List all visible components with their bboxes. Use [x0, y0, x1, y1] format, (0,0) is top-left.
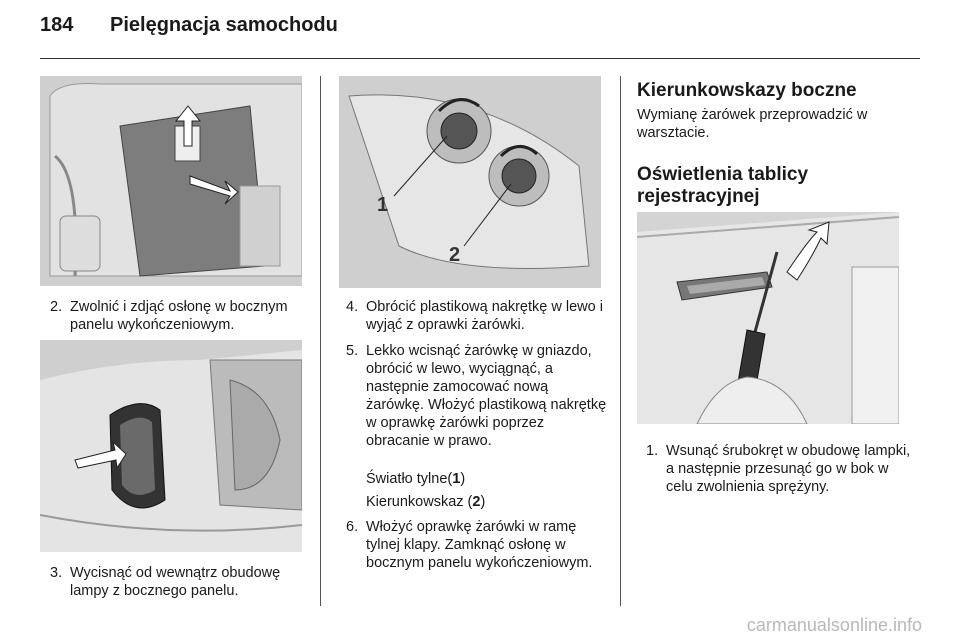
screwdriver-illustration [637, 212, 899, 424]
paragraph-workshop: Wymianę żarówek przeprowadzić w warsztacie. [637, 107, 868, 141]
step-2: 2. Zwolnić i zdjąć osłonę w bocznym panelu wykończeniowym. [50, 299, 288, 333]
page-number: 184 [40, 14, 74, 36]
step-3: 3. Wycisnąć od wewnątrz obudowę lampy z bocznego panelu. [50, 565, 281, 599]
heading-side-indicators: Kierunkowskazy boczne [637, 80, 857, 101]
heading-license-plate-lights: Oświetlenia tablicy rejestracyjnej [637, 164, 809, 207]
figure-side-panel-cover [40, 76, 302, 286]
figure-label-2: 2 [449, 244, 461, 266]
step-1-screwdriver: 1. Wsunąć śrubokręt w obudowę lampki, a następnie przesunąć go w bok w celu zwolnienia sprężyny. [646, 443, 911, 495]
lamp-housing-illustration [40, 340, 302, 552]
step-4: 4. Obrócić plastikową nakrętkę w lewo i wyjąć z oprawki żarówki. [346, 299, 603, 333]
watermark: carmanualsonline.info [746, 615, 922, 635]
page-header [40, 14, 338, 37]
figure-bulb-holder [339, 76, 601, 288]
figure-screwdriver [637, 212, 899, 424]
legend-tail-light: Światło tylne(1) [366, 471, 466, 487]
bulb-holder-illustration [339, 76, 601, 288]
page-title: Pielęgnacja samochodu [110, 14, 338, 36]
side-panel-cover-illustration [40, 76, 302, 286]
column-divider-2 [620, 76, 621, 606]
header-rule [40, 58, 920, 59]
legend-turn-signal: Kierunkowskaz (2) [366, 494, 486, 510]
step-5: 5. Lekko wcisnąć żarówkę w gniazdo, obrócić w lewo, wyciągnąć, a następnie zamocować nową żarówkę. Włożyć plastikową nakrętkę w oprawkę żarówki poprzez obracanie w prawo. [346, 343, 607, 449]
step-6: 6. Włożyć oprawkę żarówki w ramę tylnej klapy. Zamknąć osłonę w bocznym panelu wykończeniowym. [346, 519, 593, 571]
figure-lamp-housing [40, 340, 302, 552]
figure-label-1: 1 [377, 194, 389, 216]
column-divider-1 [320, 76, 321, 606]
